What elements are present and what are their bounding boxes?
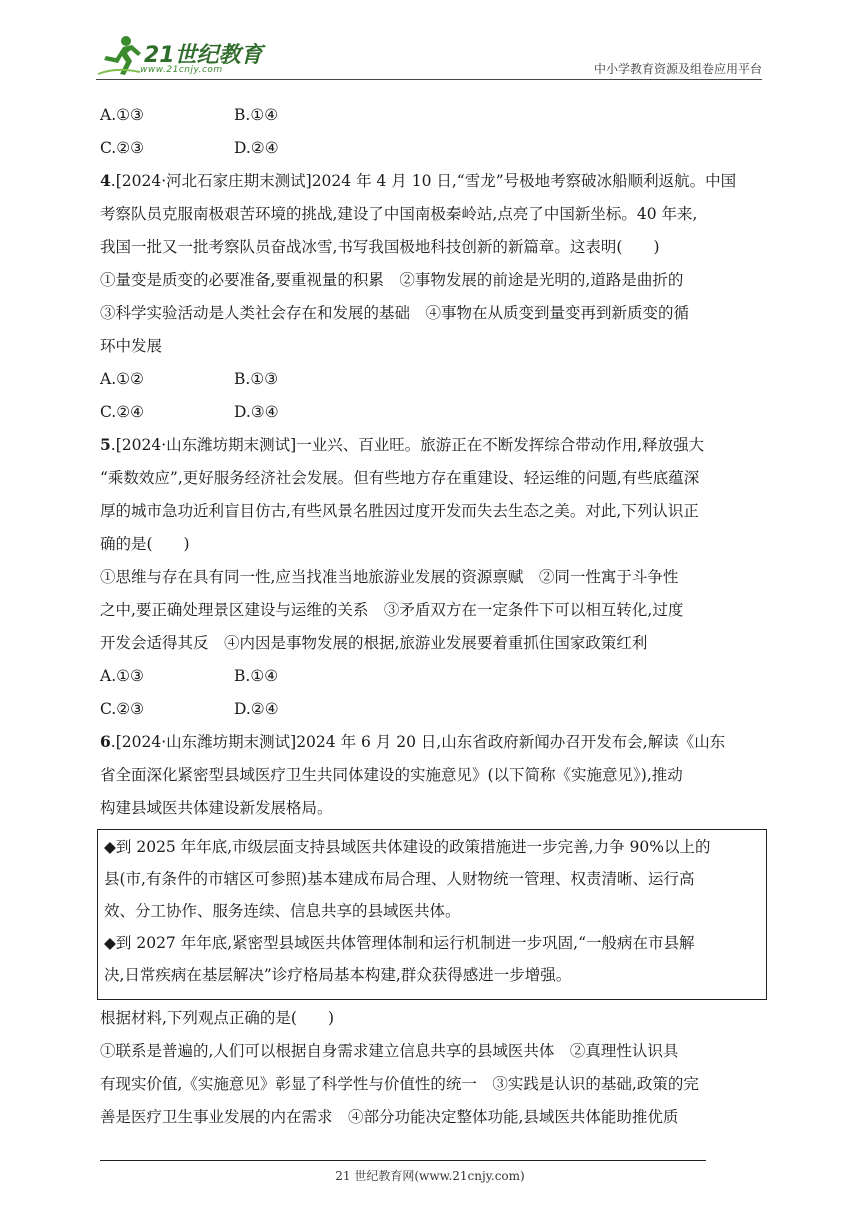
- q3-option-d[interactable]: D.②④: [234, 139, 279, 157]
- q4-option-a[interactable]: A.①②: [100, 370, 144, 388]
- q3-option-c[interactable]: C.②③: [100, 139, 145, 157]
- site-logo[interactable]: [96, 34, 266, 80]
- q4-option-c[interactable]: C.②④: [100, 403, 145, 421]
- q5-option-a[interactable]: A.①③: [100, 667, 144, 685]
- q4-options-row-1: [100, 367, 764, 391]
- q5-line-2: “乘数效应”,更好服务经济社会发展。但有些地方存在重建设、轻运维的问题,有些底蕴深: [100, 469, 700, 487]
- footer-divider: [100, 1160, 706, 1161]
- material-box: [97, 829, 767, 1000]
- material-line-4: ◆到 2027 年年底,紧密型县域医共体管理体制和运行机制进一步巩固,“一般病在市县解: [104, 934, 695, 952]
- q6-line-2: 省全面深化紧密型县域医疗卫生共同体建设的实施意见》(以下简称《实施意见》),推动: [100, 766, 683, 784]
- q6-after-line-2: ①联系是普遍的,人们可以根据自身需求建立信息共享的县域医共体 ②真理性认识具: [100, 1042, 679, 1060]
- document-body: [100, 103, 764, 1138]
- material-line-5: 决,日常疾病在基层解决”诊疗格局基本构建,群众获得感进一步增强。: [104, 966, 572, 984]
- q5-option-b[interactable]: B.①④: [234, 667, 279, 685]
- logo-text: 21世纪教育: [144, 43, 263, 68]
- q5-option-d[interactable]: D.②④: [234, 700, 279, 718]
- q5-option-c[interactable]: C.②③: [100, 700, 145, 718]
- q5-number: 5: [100, 435, 111, 454]
- q6-number: 6: [100, 732, 111, 751]
- logo-url: www.21cnjy.com: [140, 65, 223, 75]
- q4-number: 4: [100, 171, 111, 190]
- q6-after-line-3: 有现实价值,《实施意见》彰显了科学性与价值性的统一 ③实践是认识的基础,政策的完: [100, 1075, 699, 1093]
- q3-option-b[interactable]: B.①④: [234, 106, 279, 124]
- q5-line-7: 开发会适得其反 ④内因是事物发展的根据,旅游业发展要着重抓住国家政策红利: [100, 634, 648, 652]
- header-divider: [96, 79, 762, 80]
- q5-line-3: 厚的城市急功近利盲目仿古,有些风景名胜因过度开发而失去生态之美。对此,下列认识正: [100, 502, 699, 520]
- q4-line-4: ①量变是质变的必要准备,要重视量的积累 ②事物发展的前途是光明的,道路是曲折的: [100, 271, 684, 289]
- page-header: [96, 34, 762, 80]
- q4-line-1: [100, 169, 764, 193]
- q5-line-4: 确的是( ): [100, 535, 190, 553]
- q4-line-5: ③科学实验活动是人类社会存在和发展的基础 ④事物在从质变到量变再到新质变的循: [100, 304, 690, 322]
- q4-line-3: 我国一批又一批考察队员奋战冰雪,书写我国极地科技创新的新篇章。这表明( ): [100, 238, 660, 256]
- q4-line-2: 考察队员克服南极艰苦环境的挑战,建设了中国南极秦岭站,点亮了中国新坐标。40 年来,: [100, 205, 698, 223]
- q4-option-b[interactable]: B.①③: [234, 370, 279, 388]
- platform-title: 中小学教育资源及组卷应用平台: [593, 62, 762, 76]
- q4-options-row-2: [100, 400, 764, 424]
- q4-line-6: 环中发展: [100, 337, 163, 355]
- material-line-3: 效、分工协作、服务连续、信息共享的县域医共体。: [104, 902, 461, 920]
- q5-options-row-1: [100, 664, 764, 688]
- page-footer[interactable]: 21 世纪教育网(www.21cnjy.com): [335, 1169, 525, 1183]
- q4-text: .[2024·河北石家庄期末测试]2024 年 4 月 10 日,“雪龙”号极地考察破冰船顺利返航。中国: [110, 172, 737, 190]
- q5-line-5: ①思维与存在具有同一性,应当找准当地旅游业发展的资源禀赋 ②同一性寓于斗争性: [100, 568, 679, 586]
- q5-text: .[2024·山东潍坊期末测试]一业兴、百业旺。旅游正在不断发挥综合带动作用,释放强大: [110, 436, 705, 454]
- q4-option-d[interactable]: D.③④: [234, 403, 279, 421]
- material-line-1: ◆到 2025 年年底,市级层面支持县域医共体建设的政策措施进一步完善,力争 90%以上的: [104, 838, 711, 856]
- q6-line-1: [100, 730, 764, 754]
- q5-line-1: [100, 433, 764, 457]
- q6-text: .[2024·山东潍坊期末测试]2024 年 6 月 20 日,山东省政府新闻办召开发布会,解读《山东: [110, 733, 726, 751]
- q6-line-3: 构建县域医共体建设新发展格局。: [100, 799, 333, 817]
- q5-options-row-2: [100, 697, 764, 721]
- q3-option-a[interactable]: A.①③: [100, 106, 144, 124]
- q3-options-row-1: [100, 103, 764, 127]
- q5-line-6: 之中,要正确处理景区建设与运维的关系 ③矛盾双方在一定条件下可以相互转化,过度: [100, 601, 684, 619]
- material-line-2: 县(市,有条件的市辖区可参照)基本建成布局合理、人财物统一管理、权责清晰、运行高: [104, 870, 695, 888]
- q6-after-line-1: 根据材料,下列观点正确的是( ): [100, 1009, 335, 1027]
- q3-options-row-2: [100, 136, 764, 160]
- runner-logo-icon: [96, 34, 146, 78]
- q6-after-line-4: 善是医疗卫生事业发展的内在需求 ④部分功能决定整体功能,县域医共体能助推优质: [100, 1108, 679, 1126]
